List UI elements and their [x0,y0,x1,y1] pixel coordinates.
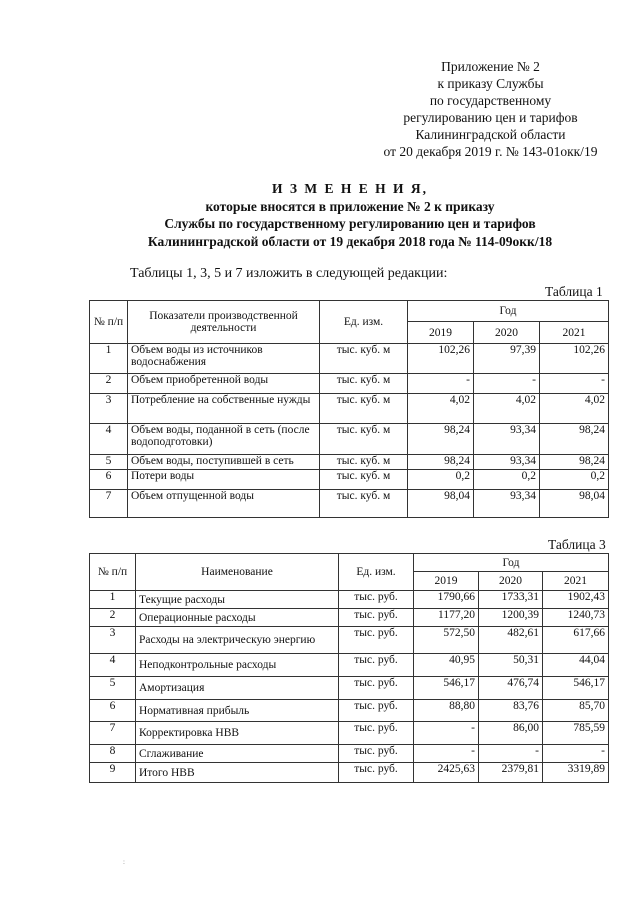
row-name: Объем приобретенной воды [128,374,320,394]
row-number: 6 [90,470,128,490]
row-value-2021: 1240,73 [543,609,609,627]
row-value-2021: 1902,43 [543,591,609,609]
row-unit: тыс. руб. [339,627,414,654]
row-name: Расходы на электрическую энергию [136,627,339,654]
row-value-2021: 102,26 [540,344,609,374]
row-number: 7 [90,490,128,518]
row-value-2021: 98,24 [540,455,609,470]
row-unit: тыс. куб. м [320,344,408,374]
row-unit: тыс. руб. [339,745,414,763]
row-value-2019: 546,17 [414,677,479,700]
row-unit: тыс. куб. м [320,455,408,470]
row-value-2021: 546,17 [543,677,609,700]
row-number: 4 [90,424,128,455]
header-year-2021: 2021 [540,322,609,344]
table-row [90,609,609,627]
table-row [90,455,609,470]
row-value-2019: - [414,722,479,745]
row-value-2019: 88,80 [414,700,479,722]
header-year-2019: 2019 [408,322,474,344]
row-name: Объем воды, поданной в сеть (после водоподготовки) [128,424,320,455]
table-row [90,591,609,609]
row-value-2019: 1177,20 [414,609,479,627]
row-value-2020: 50,31 [479,654,543,677]
row-value-2021: 4,02 [540,394,609,424]
row-value-2021: - [540,374,609,394]
row-unit: тыс. куб. м [320,374,408,394]
row-value-2020: 86,00 [479,722,543,745]
row-value-2019: 40,95 [414,654,479,677]
row-name: Сглаживание [136,745,339,763]
table-row [90,654,609,677]
row-value-2021: 98,04 [540,490,609,518]
row-number: 5 [90,677,136,700]
document-heading [60,180,640,250]
intro-text: Таблицы 1, 3, 5 и 7 изложить в следующей редакции: [130,266,448,281]
row-name: Текущие расходы [136,591,339,609]
row-value-2020: 93,34 [474,455,540,470]
row-unit: тыс. куб. м [320,470,408,490]
row-number: 8 [90,745,136,763]
row-value-2019: 98,24 [408,424,474,455]
row-number: 6 [90,700,136,722]
table-row [90,722,609,745]
table-row [90,677,609,700]
header-year-2021: 2021 [543,572,609,591]
row-value-2019: 0,2 [408,470,474,490]
row-value-2019: 102,26 [408,344,474,374]
appendix-reference [358,58,623,160]
row-number: 3 [90,627,136,654]
row-value-2021: 617,66 [543,627,609,654]
row-value-2021: 98,24 [540,424,609,455]
table-row [90,627,609,654]
row-value-2019: 4,02 [408,394,474,424]
row-name: Неподконтрольные расходы [136,654,339,677]
row-value-2020: 1200,39 [479,609,543,627]
header-year: Год [414,554,609,572]
heading-title: И З М Е Н Е Н И Я, [271,181,428,196]
row-number: 1 [90,591,136,609]
table-1 [89,300,609,518]
row-value-2020: 4,02 [474,394,540,424]
row-unit: тыс. руб. [339,591,414,609]
header-year-2020: 2020 [479,572,543,591]
row-name: Амортизация [136,677,339,700]
row-unit: тыс. руб. [339,700,414,722]
table-3 [89,553,609,783]
table-row [90,374,609,394]
row-value-2019: - [414,745,479,763]
row-value-2019: 98,24 [408,455,474,470]
row-value-2020: 93,34 [474,490,540,518]
row-unit: тыс. руб. [339,677,414,700]
row-name: Потери воды [128,470,320,490]
row-value-2021: 785,59 [543,722,609,745]
row-name: Потребление на собственные нужды [128,394,320,424]
row-number: 7 [90,722,136,745]
header-name: Наименование [136,554,339,591]
row-value-2019: - [408,374,474,394]
row-unit: тыс. руб. [339,722,414,745]
header-year-2020: 2020 [474,322,540,344]
row-name: Объем воды, поступившей в сеть [128,455,320,470]
table-row [90,745,609,763]
header-num: № п/п [90,554,136,591]
row-number: 4 [90,654,136,677]
heading-line: Службы по государственному регулированию цен и тарифов [164,216,536,231]
row-value-2020: 93,34 [474,424,540,455]
row-value-2020: 2379,81 [479,763,543,783]
row-value-2020: 476,74 [479,677,543,700]
table3-label: Таблица 3 [548,537,606,552]
row-name: Объем воды из источников водоснабжения [128,344,320,374]
row-name: Итого НВВ [136,763,339,783]
header-unit: Ед. изм. [339,554,414,591]
row-value-2021: 3319,89 [543,763,609,783]
row-value-2021: 85,70 [543,700,609,722]
appendix-line: Приложение № 2 [441,59,540,74]
row-unit: тыс. руб. [339,654,414,677]
scan-mark: : [123,858,125,866]
table1-label: Таблица 1 [545,284,603,299]
row-name: Нормативная прибыль [136,700,339,722]
row-value-2019: 2425,63 [414,763,479,783]
row-name: Корректировка НВВ [136,722,339,745]
row-unit: тыс. куб. м [320,490,408,518]
row-value-2021: - [543,745,609,763]
header-year: Год [408,301,609,322]
appendix-line: регулированию цен и тарифов [403,110,578,125]
table-row [90,424,609,455]
row-value-2019: 572,50 [414,627,479,654]
table-row [90,470,609,490]
appendix-line: по государственному [429,93,552,108]
row-value-2020: - [474,374,540,394]
table-row [90,700,609,722]
row-value-2020: 97,39 [474,344,540,374]
row-unit: тыс. руб. [339,609,414,627]
row-value-2019: 1790,66 [414,591,479,609]
table-row [90,344,609,374]
row-value-2021: 44,04 [543,654,609,677]
table-row [90,394,609,424]
table-row [90,490,609,518]
heading-line: Калининградской области от 19 декабря 2018 года № 114-09окк/18 [147,233,553,249]
row-name: Операционные расходы [136,609,339,627]
row-unit: тыс. куб. м [320,394,408,424]
row-number: 1 [90,344,128,374]
row-number: 3 [90,394,128,424]
row-value-2020: 0,2 [474,470,540,490]
row-value-2020: 83,76 [479,700,543,722]
heading-line: которые вносятся в приложение № 2 к приказу [205,198,495,214]
table-row [90,763,609,783]
row-number: 5 [90,455,128,470]
row-name: Объем отпущенной воды [128,490,320,518]
row-unit: тыс. куб. м [320,424,408,455]
appendix-line: от 20 декабря 2019 г. № 143-01окк/19 [383,144,598,159]
header-num: № п/п [90,301,128,344]
row-value-2020: 1733,31 [479,591,543,609]
row-value-2020: - [479,745,543,763]
appendix-line: Калининградской области [415,127,566,142]
header-unit: Ед. изм. [320,301,408,344]
row-value-2020: 482,61 [479,627,543,654]
header-indicator: Показатели производственной деятельности [128,301,320,344]
row-number: 2 [90,609,136,627]
row-value-2019: 98,04 [408,490,474,518]
row-number: 2 [90,374,128,394]
row-value-2021: 0,2 [540,470,609,490]
appendix-line: к приказу Службы [437,76,544,91]
row-number: 9 [90,763,136,783]
row-unit: тыс. руб. [339,763,414,783]
header-year-2019: 2019 [414,572,479,591]
